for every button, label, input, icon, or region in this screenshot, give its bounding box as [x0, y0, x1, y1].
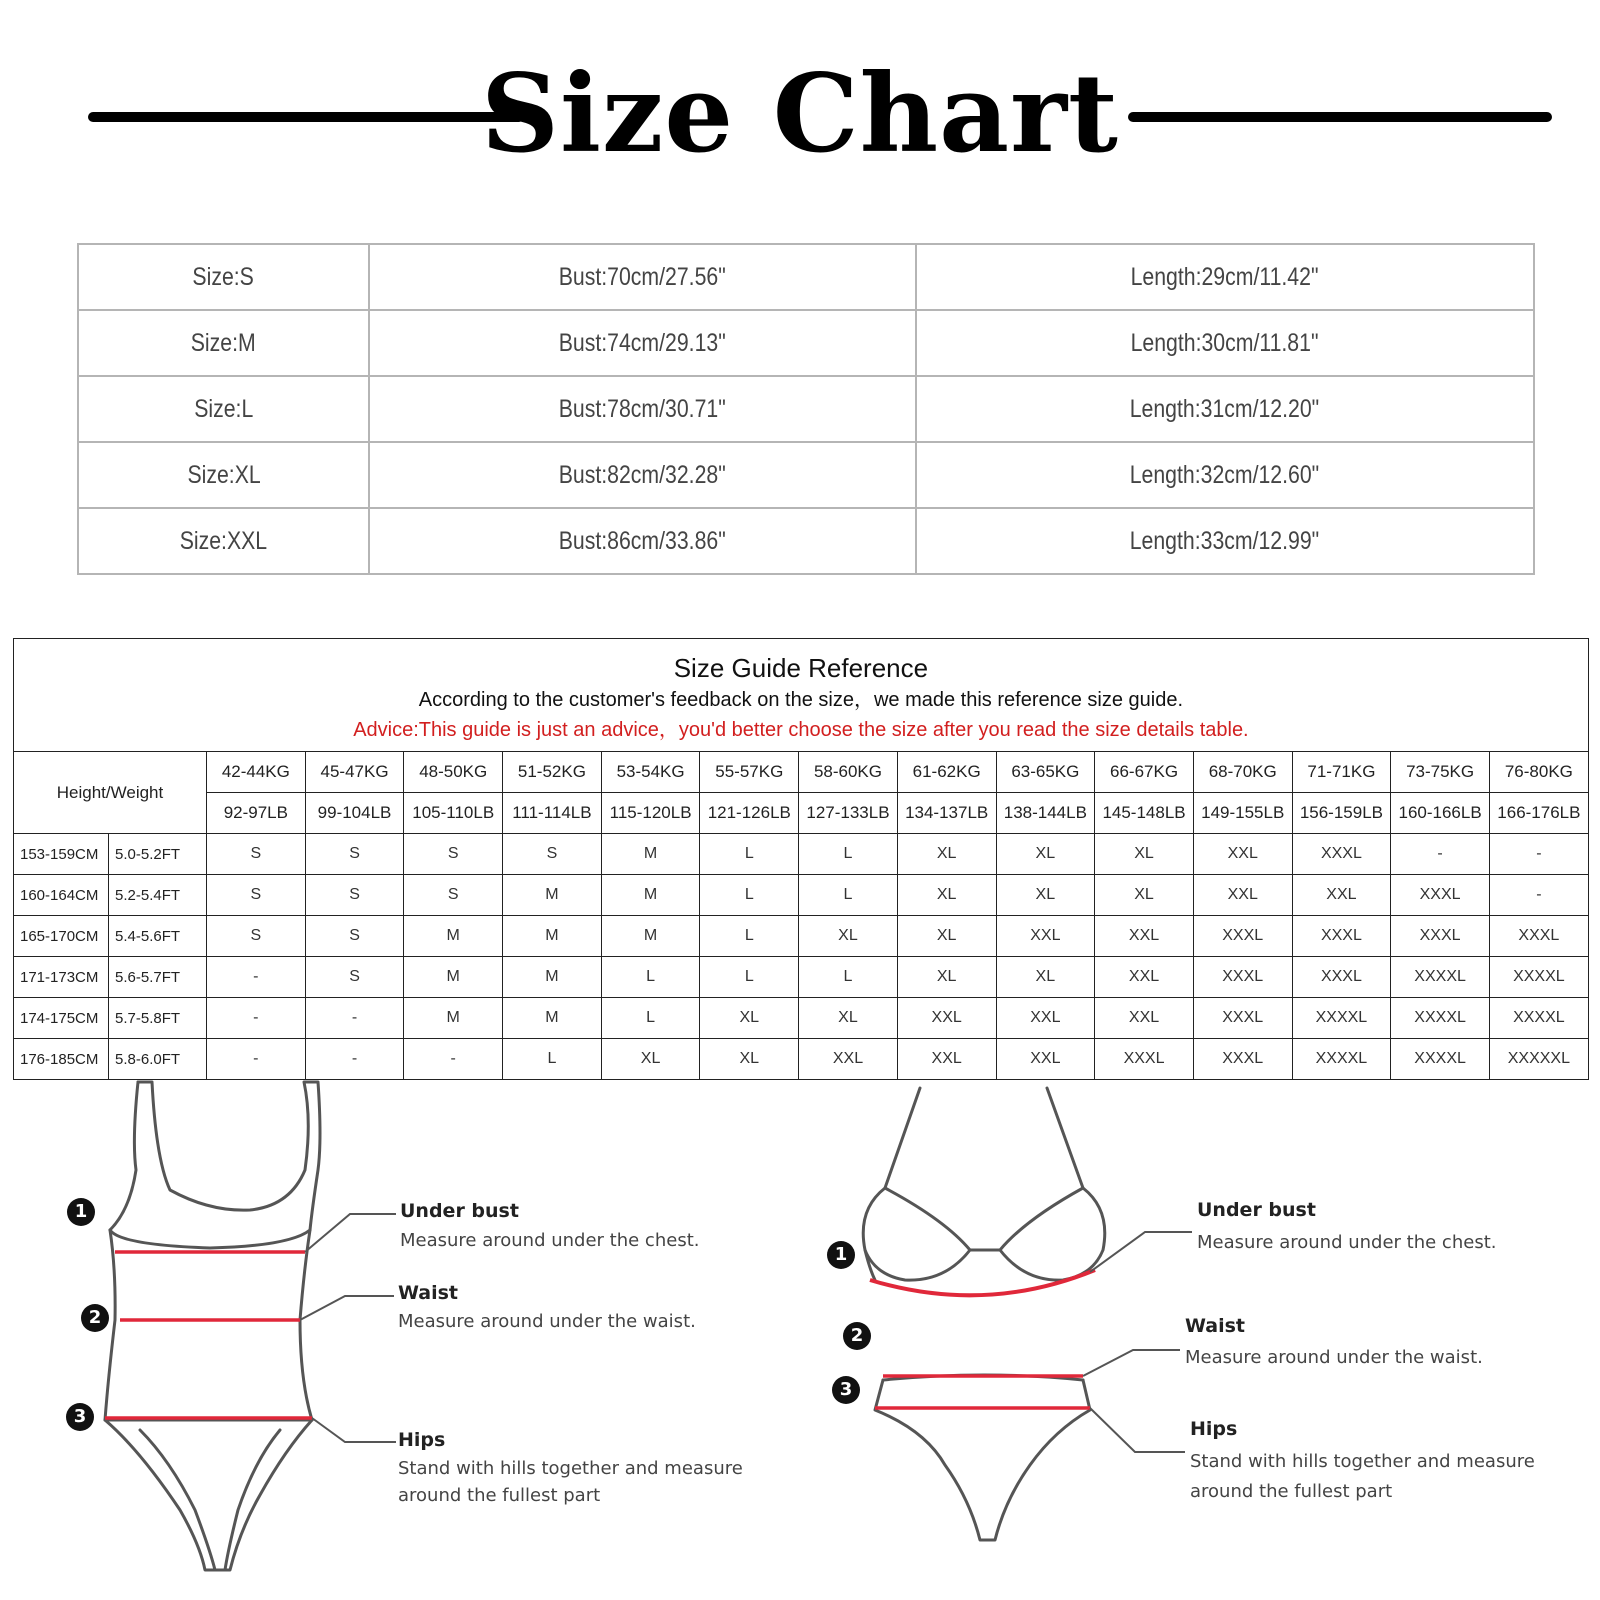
- size-cell: XL: [897, 834, 996, 875]
- size-cell: -: [1489, 875, 1588, 916]
- size-cell: XXL: [1292, 875, 1391, 916]
- weight-lb-header: 105-110LB: [404, 793, 503, 834]
- measurement-length-text: Length:30cm/11.81": [1130, 328, 1319, 357]
- size-cell: M: [503, 998, 602, 1039]
- size-guide: [13, 638, 1588, 1080]
- marker-2: 2: [843, 1322, 871, 1350]
- size-cell: M: [503, 875, 602, 916]
- height-cm-cell: 174-175CM: [14, 998, 109, 1039]
- measurement-length-cell: [916, 244, 1534, 310]
- waist-desc: Measure around under the waist.: [1185, 1347, 1483, 1368]
- size-cell: S: [207, 875, 306, 916]
- measurement-bust-text: Bust:82cm/32.28": [558, 460, 726, 489]
- measurement-length-text: Length:29cm/11.42": [1130, 262, 1319, 291]
- page-title: Size Chart: [481, 51, 1119, 177]
- height-cm-cell: 171-173CM: [14, 957, 109, 998]
- measurement-length-text: Length:33cm/12.99": [1130, 526, 1320, 555]
- size-cell: -: [1489, 834, 1588, 875]
- size-cell: XXL: [799, 1039, 898, 1080]
- size-cell: XXXL: [1292, 957, 1391, 998]
- size-cell: S: [207, 834, 306, 875]
- measurement-size-text: Size:L: [194, 394, 254, 423]
- size-cell: L: [700, 875, 799, 916]
- size-cell: XXL: [996, 1039, 1095, 1080]
- measurement-length-cell: [916, 508, 1534, 574]
- height-ft-cell: 5.6-5.7FT: [109, 957, 207, 998]
- height-cm-cell: 153-159CM: [14, 834, 109, 875]
- size-cell: XL: [996, 957, 1095, 998]
- size-cell: -: [207, 957, 306, 998]
- size-cell: -: [207, 1039, 306, 1080]
- measurement-bust-cell: [369, 244, 915, 310]
- size-guide-row: [14, 957, 1589, 998]
- measurement-length-text: Length:32cm/12.60": [1130, 460, 1320, 489]
- swimsuit-outline-icon: [60, 1100, 760, 1590]
- size-cell: XXXL: [1193, 1039, 1292, 1080]
- size-cell: XXL: [996, 998, 1095, 1039]
- weight-lb-header: 121-126LB: [700, 793, 799, 834]
- size-cell: XL: [897, 957, 996, 998]
- size-cell: -: [404, 1039, 503, 1080]
- size-cell: XXXL: [1292, 834, 1391, 875]
- hips-label: Hips: [1190, 1418, 1238, 1440]
- size-guide-table: [13, 638, 1589, 1080]
- size-cell: L: [503, 1039, 602, 1080]
- height-ft-cell: 5.4-5.6FT: [109, 916, 207, 957]
- waist-label: Waist: [398, 1282, 459, 1304]
- size-cell: XL: [799, 998, 898, 1039]
- measurement-bust-text: Bust:70cm/27.56": [558, 262, 726, 291]
- size-cell: L: [700, 834, 799, 875]
- weight-kg-header: 61-62KG: [897, 752, 996, 793]
- size-guide-subtitle: According to the customer's feedback on the size，we made this reference size guide.: [418, 689, 1184, 711]
- size-cell: -: [305, 998, 404, 1039]
- marker-3: 3: [832, 1376, 860, 1404]
- size-cell: XL: [996, 834, 1095, 875]
- size-cell: L: [700, 957, 799, 998]
- measurement-size-text: Size:M: [191, 328, 257, 357]
- marker-1: 1: [67, 1198, 95, 1226]
- height-cm-cell: 176-185CM: [14, 1039, 109, 1080]
- weight-kg-header: 48-50KG: [404, 752, 503, 793]
- weight-kg-header: 53-54KG: [601, 752, 700, 793]
- weight-kg-header: 58-60KG: [799, 752, 898, 793]
- size-cell: M: [601, 834, 700, 875]
- size-cell: XXXL: [1391, 916, 1490, 957]
- weight-kg-header: 68-70KG: [1193, 752, 1292, 793]
- size-cell: S: [305, 957, 404, 998]
- height-ft-cell: 5.7-5.8FT: [109, 998, 207, 1039]
- measurement-size-text: Size:S: [192, 262, 255, 291]
- measurement-size-cell: [78, 244, 369, 310]
- under-bust-label: Under bust: [1197, 1199, 1316, 1221]
- size-cell: XXL: [1193, 875, 1292, 916]
- size-guide-row: [14, 998, 1589, 1039]
- size-cell: XL: [601, 1039, 700, 1080]
- size-cell: XL: [799, 916, 898, 957]
- weight-lb-header: 166-176LB: [1489, 793, 1588, 834]
- size-cell: XXL: [897, 1039, 996, 1080]
- title-rule-right: [1128, 112, 1552, 122]
- measurement-size-cell: [78, 376, 369, 442]
- size-cell: XXXXL: [1391, 998, 1490, 1039]
- weight-lb-header: 134-137LB: [897, 793, 996, 834]
- size-cell: S: [503, 834, 602, 875]
- weight-lb-header: 111-114LB: [503, 793, 602, 834]
- size-cell: XXXL: [1095, 1039, 1194, 1080]
- height-cm-cell: 165-170CM: [14, 916, 109, 957]
- size-cell: XXXXL: [1292, 1039, 1391, 1080]
- size-cell: XXL: [1193, 834, 1292, 875]
- size-cell: XXL: [897, 998, 996, 1039]
- hips-desc-line1: Stand with hills together and measure: [1190, 1451, 1535, 1472]
- weight-lb-header: 149-155LB: [1193, 793, 1292, 834]
- size-cell: XXXL: [1193, 916, 1292, 957]
- size-cell: L: [601, 957, 700, 998]
- waist-label: Waist: [1185, 1315, 1246, 1337]
- measurement-bust-cell: [369, 376, 915, 442]
- size-cell: M: [601, 916, 700, 957]
- size-cell: M: [601, 875, 700, 916]
- hips-desc-line2: around the fullest part: [398, 1485, 601, 1506]
- under-bust-label: Under bust: [400, 1200, 519, 1222]
- weight-kg-header: 63-65KG: [996, 752, 1095, 793]
- measurement-row: [78, 244, 1534, 310]
- size-guide-row: [14, 1039, 1589, 1080]
- size-cell: XXXXL: [1391, 1039, 1490, 1080]
- measurement-row: [78, 508, 1534, 574]
- size-guide-row: [14, 834, 1589, 875]
- size-guide-header: [14, 639, 1589, 752]
- measurement-bust-cell: [369, 508, 915, 574]
- size-cell: XXXXL: [1292, 998, 1391, 1039]
- weight-kg-header: 55-57KG: [700, 752, 799, 793]
- size-cell: L: [799, 834, 898, 875]
- bikini-diagram: [835, 1100, 1595, 1590]
- size-cell: XXXXXL: [1489, 1039, 1588, 1080]
- measurement-size-cell: [78, 508, 369, 574]
- size-cell: XXL: [1095, 916, 1194, 957]
- measurement-bust-text: Bust:78cm/30.71": [558, 394, 726, 423]
- weight-kg-header: 51-52KG: [503, 752, 602, 793]
- height-weight-header: Height/Weight: [14, 752, 207, 834]
- size-cell: XXXXL: [1489, 998, 1588, 1039]
- height-cm-cell: 160-164CM: [14, 875, 109, 916]
- size-cell: XXXXL: [1391, 957, 1490, 998]
- measurement-size-text: Size:XXL: [179, 526, 268, 555]
- size-cell: L: [700, 916, 799, 957]
- weight-lb-header: 127-133LB: [799, 793, 898, 834]
- measurement-row: [78, 442, 1534, 508]
- height-ft-cell: 5.2-5.4FT: [109, 875, 207, 916]
- measurement-length-cell: [916, 376, 1534, 442]
- size-guide-row: [14, 875, 1589, 916]
- weight-lb-header: 145-148LB: [1095, 793, 1194, 834]
- header: [0, 40, 1600, 190]
- measurement-size-cell: [78, 310, 369, 376]
- size-cell: XXXXL: [1489, 957, 1588, 998]
- measurement-bust-cell: [369, 310, 915, 376]
- size-cell: XL: [700, 998, 799, 1039]
- measurement-row: [78, 310, 1534, 376]
- weight-lb-header: 138-144LB: [996, 793, 1095, 834]
- weight-kg-header: 45-47KG: [305, 752, 404, 793]
- waist-desc: Measure around under the waist.: [398, 1311, 696, 1332]
- size-cell: XL: [1095, 834, 1194, 875]
- size-cell: M: [404, 957, 503, 998]
- size-cell: XXXL: [1489, 916, 1588, 957]
- size-cell: XXXL: [1292, 916, 1391, 957]
- under-bust-desc: Measure around under the chest.: [1197, 1232, 1497, 1253]
- marker-3: 3: [66, 1403, 94, 1431]
- weight-kg-header: 66-67KG: [1095, 752, 1194, 793]
- marker-2: 2: [81, 1304, 109, 1332]
- measurement-bust-text: Bust:74cm/29.13": [558, 328, 726, 357]
- size-cell: XL: [897, 916, 996, 957]
- measurement-bust-cell: [369, 442, 915, 508]
- size-cell: -: [1391, 834, 1490, 875]
- measurement-table: [77, 243, 1535, 575]
- size-cell: XL: [700, 1039, 799, 1080]
- weight-kg-header: 71-71KG: [1292, 752, 1391, 793]
- weight-lb-header: 115-120LB: [601, 793, 700, 834]
- weight-kg-header: 73-75KG: [1391, 752, 1490, 793]
- size-cell: XXXL: [1193, 957, 1292, 998]
- measurement-bust-text: Bust:86cm/33.86": [558, 526, 726, 555]
- size-cell: L: [799, 875, 898, 916]
- height-ft-cell: 5.8-6.0FT: [109, 1039, 207, 1080]
- size-cell: XXXL: [1391, 875, 1490, 916]
- measurement-length-text: Length:31cm/12.20": [1130, 394, 1320, 423]
- weight-kg-header: 76-80KG: [1489, 752, 1588, 793]
- size-cell: S: [305, 916, 404, 957]
- size-cell: S: [404, 875, 503, 916]
- size-guide-row: [14, 916, 1589, 957]
- size-cell: XL: [996, 875, 1095, 916]
- size-cell: S: [404, 834, 503, 875]
- size-cell: M: [404, 916, 503, 957]
- size-cell: M: [503, 916, 602, 957]
- measurement-size-text: Size:XL: [186, 460, 261, 489]
- under-bust-desc: Measure around under the chest.: [400, 1230, 700, 1251]
- size-guide-title: Size Guide Reference: [673, 653, 929, 683]
- marker-1: 1: [827, 1241, 855, 1269]
- measurement-length-cell: [916, 442, 1534, 508]
- size-cell: XXL: [1095, 998, 1194, 1039]
- size-cell: XL: [1095, 875, 1194, 916]
- size-cell: L: [601, 998, 700, 1039]
- measurement-row: [78, 376, 1534, 442]
- weight-lb-header: 99-104LB: [305, 793, 404, 834]
- measurement-size-cell: [78, 442, 369, 508]
- hips-desc-line1: Stand with hills together and measure: [398, 1458, 743, 1479]
- size-cell: -: [207, 998, 306, 1039]
- size-cell: XL: [897, 875, 996, 916]
- size-cell: XXL: [1095, 957, 1194, 998]
- size-cell: XXXL: [1193, 998, 1292, 1039]
- size-cell: -: [305, 1039, 404, 1080]
- weight-lb-header: 92-97LB: [207, 793, 306, 834]
- size-cell: S: [305, 875, 404, 916]
- size-cell: M: [503, 957, 602, 998]
- size-cell: S: [207, 916, 306, 957]
- size-cell: M: [404, 998, 503, 1039]
- swimsuit-diagram: [60, 1100, 760, 1590]
- size-cell: XXL: [996, 916, 1095, 957]
- size-cell: L: [799, 957, 898, 998]
- size-cell: S: [305, 834, 404, 875]
- weight-lb-header: 160-166LB: [1391, 793, 1490, 834]
- hips-label: Hips: [398, 1429, 446, 1451]
- measurement-length-cell: [916, 310, 1534, 376]
- weight-kg-header: 42-44KG: [207, 752, 306, 793]
- hips-desc-line2: around the fullest part: [1190, 1481, 1393, 1502]
- height-ft-cell: 5.0-5.2FT: [109, 834, 207, 875]
- size-guide-advice: Advice:This guide is just an advice，you'd better choose the size after you read the size details table.: [353, 719, 1249, 741]
- weight-lb-header: 156-159LB: [1292, 793, 1391, 834]
